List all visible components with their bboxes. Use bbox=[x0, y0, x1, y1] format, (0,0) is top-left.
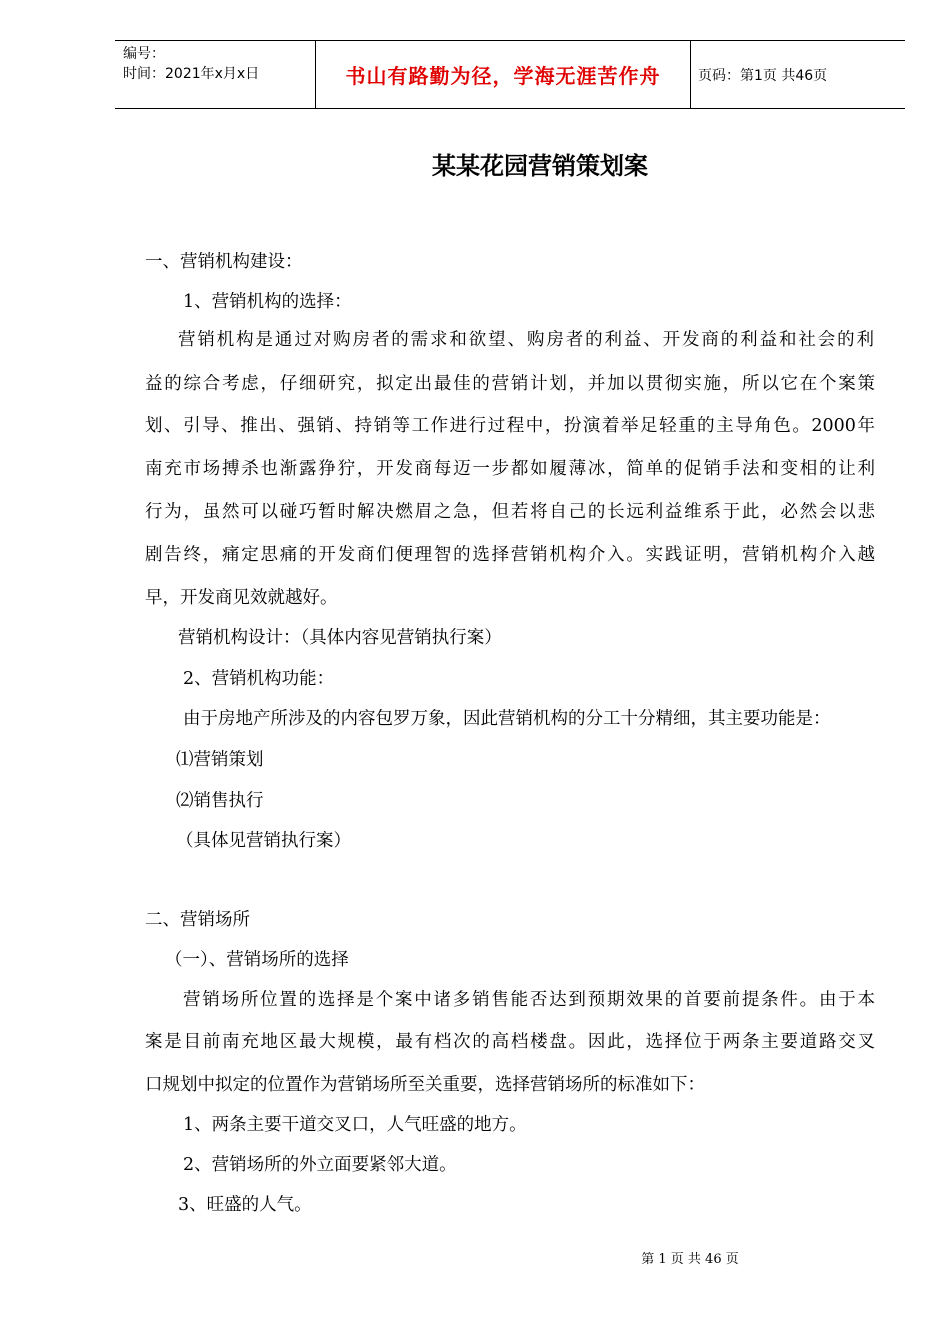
page-header bbox=[115, 40, 905, 109]
document-title-wrap bbox=[0, 146, 950, 181]
header-motto-cell bbox=[315, 41, 691, 108]
document-title: 某某花园营销策划案 bbox=[432, 152, 648, 180]
section-heading-1: 一、营销机构建设： bbox=[145, 252, 303, 272]
section-heading-2: 二、营销场所 bbox=[145, 910, 250, 930]
paragraph-line: 剧告终，痛定思痛的开发商们便理智的选择营销机构介入。实践证明，营销机构介入越 bbox=[145, 545, 875, 565]
motto-text: 书山有路勤为径，学海无涯苦作舟 bbox=[345, 64, 661, 88]
paragraph-line: 营销机构是通过对购房者的需求和欲望、购房者的利益、开发商的利益和社会的利 bbox=[178, 330, 874, 350]
paragraph-line: 南充市场搏杀也渐露狰狞，开发商每迈一步都如履薄冰，简单的促销手法和变相的让利 bbox=[145, 459, 875, 479]
paragraph-line: 案是目前南充地区最大规模，最有档次的高档楼盘。因此，选择位于两条主要道路交叉 bbox=[145, 1032, 875, 1052]
footer-page-number: 第 1 页 共 46 页 bbox=[641, 1252, 739, 1267]
subsection-heading: 2、营销机构功能： bbox=[183, 669, 335, 689]
list-item: ⑵销售执行 bbox=[176, 791, 264, 811]
header-meta-cell bbox=[115, 41, 315, 108]
list-item: 3、旺盛的人气。 bbox=[178, 1195, 312, 1215]
list-item: ⑴营销策划 bbox=[176, 750, 264, 770]
list-item: 2、营销场所的外立面要紧邻大道。 bbox=[183, 1155, 457, 1175]
paragraph-line: 划、引导、推出、强销、持销等工作进行过程中，扮演着举足轻重的主导角色。2000年 bbox=[145, 416, 875, 436]
page-info: 页码：第1页 共46页 bbox=[698, 67, 828, 84]
list-item: 1、两条主要干道交叉口，人气旺盛的地方。 bbox=[183, 1115, 527, 1135]
header-page-cell bbox=[690, 41, 905, 108]
paragraph-line: 益的综合考虑，仔细研究，拟定出最佳的营销计划，并加以贯彻实施，所以它在个案策 bbox=[145, 374, 875, 394]
number-label: 编号： bbox=[123, 46, 165, 62]
paragraph-line: 营销机构设计：（具体内容见营销执行案） bbox=[178, 628, 502, 648]
paragraph-line: 营销场所位置的选择是个案中诸多销售能否达到预期效果的首要前提条件。由于本 bbox=[183, 990, 875, 1010]
subsection-heading: 1、营销机构的选择： bbox=[183, 292, 352, 312]
paragraph-line: 口规划中拟定的位置作为营销场所至关重要，选择营销场所的标准如下： bbox=[145, 1075, 705, 1095]
time-label: 时间：2021年x月x日 bbox=[123, 66, 260, 82]
paragraph-line: （具体见营销执行案） bbox=[176, 831, 351, 851]
paragraph-line: 由于房地产所涉及的内容包罗万象，因此营销机构的分工十分精细，其主要功能是： bbox=[183, 709, 831, 729]
subsection-heading: （一）、营销场所的选择 bbox=[165, 950, 349, 970]
paragraph-line: 行为，虽然可以碰巧暂时解决燃眉之急，但若将自己的长远利益维系于此，必然会以悲 bbox=[145, 502, 875, 522]
page-footer bbox=[0, 1248, 950, 1267]
paragraph-line: 早，开发商见效就越好。 bbox=[145, 588, 338, 608]
